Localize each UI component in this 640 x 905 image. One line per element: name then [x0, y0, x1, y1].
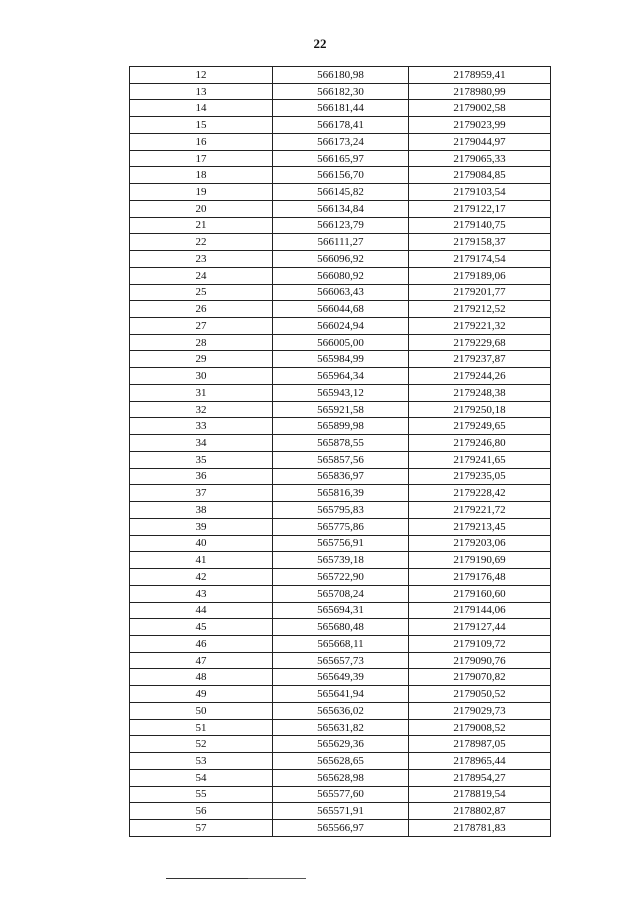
point-number-cell: 13 [130, 83, 273, 100]
y-coordinate-cell: 2178954,27 [409, 769, 551, 786]
x-coordinate-cell: 565816,39 [273, 485, 409, 502]
table-row [130, 468, 551, 485]
y-coordinate-cell: 2178987,05 [409, 736, 551, 753]
point-number-cell: 38 [130, 502, 273, 519]
x-coordinate-cell: 565641,94 [273, 686, 409, 703]
table-row [130, 719, 551, 736]
table-row [130, 485, 551, 502]
x-coordinate-cell: 565984,99 [273, 351, 409, 368]
point-number-cell: 14 [130, 100, 273, 117]
y-coordinate-cell: 2179070,82 [409, 669, 551, 686]
point-number-cell: 48 [130, 669, 273, 686]
y-coordinate-cell: 2178802,87 [409, 803, 551, 820]
table-row [130, 435, 551, 452]
point-number-cell: 41 [130, 552, 273, 569]
page-number: 22 [313, 36, 327, 51]
table-row [130, 200, 551, 217]
x-coordinate-cell: 565566,97 [273, 820, 409, 837]
point-number-cell: 34 [130, 435, 273, 452]
x-coordinate-cell: 565836,97 [273, 468, 409, 485]
y-coordinate-cell: 2178980,99 [409, 83, 551, 100]
x-coordinate-cell: 566180,98 [273, 67, 409, 84]
y-coordinate-cell: 2179250,18 [409, 401, 551, 418]
x-coordinate-cell: 565668,11 [273, 635, 409, 652]
point-number-cell: 50 [130, 702, 273, 719]
x-coordinate-cell: 565657,73 [273, 652, 409, 669]
point-number-cell: 23 [130, 251, 273, 268]
table-row [130, 635, 551, 652]
x-coordinate-cell: 566096,92 [273, 251, 409, 268]
y-coordinate-cell: 2179008,52 [409, 719, 551, 736]
y-coordinate-cell: 2179201,77 [409, 284, 551, 301]
point-number-cell: 18 [130, 167, 273, 184]
table-row [130, 702, 551, 719]
table-row [130, 234, 551, 251]
point-number-cell: 17 [130, 150, 273, 167]
y-coordinate-cell: 2179228,42 [409, 485, 551, 502]
point-number-cell: 12 [130, 67, 273, 84]
table-row [130, 217, 551, 234]
point-number-cell: 25 [130, 284, 273, 301]
x-coordinate-cell: 566182,30 [273, 83, 409, 100]
table-row [130, 167, 551, 184]
point-number-cell: 36 [130, 468, 273, 485]
y-coordinate-cell: 2179229,68 [409, 334, 551, 351]
point-number-cell: 19 [130, 184, 273, 201]
y-coordinate-cell: 2179189,06 [409, 267, 551, 284]
point-number-cell: 29 [130, 351, 273, 368]
x-coordinate-cell: 565964,34 [273, 368, 409, 385]
x-coordinate-cell: 565899,98 [273, 418, 409, 435]
table-row [130, 451, 551, 468]
x-coordinate-cell: 566178,41 [273, 117, 409, 134]
y-coordinate-cell: 2179140,75 [409, 217, 551, 234]
y-coordinate-cell: 2179158,37 [409, 234, 551, 251]
y-coordinate-cell: 2179213,45 [409, 518, 551, 535]
y-coordinate-cell: 2179241,65 [409, 451, 551, 468]
y-coordinate-cell: 2178959,41 [409, 67, 551, 84]
y-coordinate-cell: 2179237,87 [409, 351, 551, 368]
table-row [130, 535, 551, 552]
table-row [130, 67, 551, 84]
x-coordinate-cell: 565628,65 [273, 753, 409, 770]
table-row [130, 133, 551, 150]
x-coordinate-cell: 565571,91 [273, 803, 409, 820]
table-row [130, 669, 551, 686]
point-number-cell: 52 [130, 736, 273, 753]
table-row [130, 518, 551, 535]
point-number-cell: 30 [130, 368, 273, 385]
table-row [130, 401, 551, 418]
point-number-cell: 53 [130, 753, 273, 770]
x-coordinate-cell: 566044,68 [273, 301, 409, 318]
table-row [130, 803, 551, 820]
y-coordinate-cell: 2179050,52 [409, 686, 551, 703]
point-number-cell: 46 [130, 635, 273, 652]
table-row [130, 602, 551, 619]
y-coordinate-cell: 2179002,58 [409, 100, 551, 117]
y-coordinate-cell: 2178819,54 [409, 786, 551, 803]
point-number-cell: 28 [130, 334, 273, 351]
point-number-cell: 32 [130, 401, 273, 418]
table-row [130, 820, 551, 837]
table-row [130, 736, 551, 753]
table-row [130, 334, 551, 351]
x-coordinate-cell: 565680,48 [273, 619, 409, 636]
point-number-cell: 26 [130, 301, 273, 318]
y-coordinate-cell: 2179203,06 [409, 535, 551, 552]
table-row [130, 652, 551, 669]
point-number-cell: 16 [130, 133, 273, 150]
y-coordinate-cell: 2179176,48 [409, 569, 551, 586]
point-number-cell: 55 [130, 786, 273, 803]
x-coordinate-cell: 565629,36 [273, 736, 409, 753]
point-number-cell: 40 [130, 535, 273, 552]
x-coordinate-cell: 566181,44 [273, 100, 409, 117]
x-coordinate-cell: 565775,86 [273, 518, 409, 535]
x-coordinate-cell: 566173,24 [273, 133, 409, 150]
y-coordinate-cell: 2179248,38 [409, 384, 551, 401]
y-coordinate-cell: 2179246,80 [409, 435, 551, 452]
table-row [130, 318, 551, 335]
x-coordinate-cell: 565649,39 [273, 669, 409, 686]
coordinates-table-body [130, 67, 551, 837]
point-number-cell: 21 [130, 217, 273, 234]
y-coordinate-cell: 2179174,54 [409, 251, 551, 268]
point-number-cell: 33 [130, 418, 273, 435]
table-row [130, 569, 551, 586]
y-coordinate-cell: 2179127,44 [409, 619, 551, 636]
x-coordinate-cell: 565739,18 [273, 552, 409, 569]
point-number-cell: 15 [130, 117, 273, 134]
x-coordinate-cell: 566123,79 [273, 217, 409, 234]
table-row [130, 284, 551, 301]
y-coordinate-cell: 2179084,85 [409, 167, 551, 184]
x-coordinate-cell: 566080,92 [273, 267, 409, 284]
x-coordinate-cell: 565722,90 [273, 569, 409, 586]
point-number-cell: 22 [130, 234, 273, 251]
point-number-cell: 27 [130, 318, 273, 335]
x-coordinate-cell: 565878,55 [273, 435, 409, 452]
table-row [130, 686, 551, 703]
point-number-cell: 54 [130, 769, 273, 786]
footnote-separator-overlay [248, 878, 306, 879]
table-row [130, 418, 551, 435]
y-coordinate-cell: 2179044,97 [409, 133, 551, 150]
point-number-cell: 35 [130, 451, 273, 468]
table-row [130, 351, 551, 368]
y-coordinate-cell: 2179109,72 [409, 635, 551, 652]
point-number-cell: 57 [130, 820, 273, 837]
table-row [130, 769, 551, 786]
x-coordinate-cell: 565921,58 [273, 401, 409, 418]
table-row [130, 251, 551, 268]
y-coordinate-cell: 2179160,60 [409, 585, 551, 602]
x-coordinate-cell: 565857,56 [273, 451, 409, 468]
y-coordinate-cell: 2178965,44 [409, 753, 551, 770]
y-coordinate-cell: 2179235,05 [409, 468, 551, 485]
point-number-cell: 31 [130, 384, 273, 401]
table-row [130, 552, 551, 569]
table-row [130, 150, 551, 167]
coordinates-table [129, 66, 551, 837]
point-number-cell: 24 [130, 267, 273, 284]
table-row [130, 384, 551, 401]
x-coordinate-cell: 566156,70 [273, 167, 409, 184]
y-coordinate-cell: 2179190,69 [409, 552, 551, 569]
y-coordinate-cell: 2179249,65 [409, 418, 551, 435]
x-coordinate-cell: 565756,91 [273, 535, 409, 552]
table-row [130, 786, 551, 803]
y-coordinate-cell: 2179103,54 [409, 184, 551, 201]
point-number-cell: 20 [130, 200, 273, 217]
point-number-cell: 42 [130, 569, 273, 586]
y-coordinate-cell: 2179065,33 [409, 150, 551, 167]
x-coordinate-cell: 565795,83 [273, 502, 409, 519]
table-row [130, 753, 551, 770]
table-row [130, 83, 551, 100]
y-coordinate-cell: 2179244,26 [409, 368, 551, 385]
table-row [130, 619, 551, 636]
table-row [130, 502, 551, 519]
y-coordinate-cell: 2178781,83 [409, 820, 551, 837]
y-coordinate-cell: 2179029,73 [409, 702, 551, 719]
x-coordinate-cell: 566111,27 [273, 234, 409, 251]
point-number-cell: 37 [130, 485, 273, 502]
x-coordinate-cell: 566005,00 [273, 334, 409, 351]
table-row [130, 368, 551, 385]
y-coordinate-cell: 2179144,06 [409, 602, 551, 619]
point-number-cell: 51 [130, 719, 273, 736]
x-coordinate-cell: 566134,84 [273, 200, 409, 217]
y-coordinate-cell: 2179122,17 [409, 200, 551, 217]
table-row [130, 117, 551, 134]
y-coordinate-cell: 2179221,32 [409, 318, 551, 335]
point-number-cell: 45 [130, 619, 273, 636]
x-coordinate-cell: 565628,98 [273, 769, 409, 786]
table-row [130, 301, 551, 318]
point-number-cell: 47 [130, 652, 273, 669]
point-number-cell: 56 [130, 803, 273, 820]
point-number-cell: 43 [130, 585, 273, 602]
x-coordinate-cell: 565694,31 [273, 602, 409, 619]
x-coordinate-cell: 565631,82 [273, 719, 409, 736]
x-coordinate-cell: 566145,82 [273, 184, 409, 201]
y-coordinate-cell: 2179221,72 [409, 502, 551, 519]
table-row [130, 267, 551, 284]
x-coordinate-cell: 565708,24 [273, 585, 409, 602]
x-coordinate-cell: 566024,94 [273, 318, 409, 335]
y-coordinate-cell: 2179023,99 [409, 117, 551, 134]
point-number-cell: 49 [130, 686, 273, 703]
table-row [130, 184, 551, 201]
x-coordinate-cell: 565577,60 [273, 786, 409, 803]
x-coordinate-cell: 565943,12 [273, 384, 409, 401]
point-number-cell: 44 [130, 602, 273, 619]
y-coordinate-cell: 2179090,76 [409, 652, 551, 669]
point-number-cell: 39 [130, 518, 273, 535]
table-row [130, 100, 551, 117]
y-coordinate-cell: 2179212,52 [409, 301, 551, 318]
table-row [130, 585, 551, 602]
x-coordinate-cell: 566165,97 [273, 150, 409, 167]
x-coordinate-cell: 566063,43 [273, 284, 409, 301]
x-coordinate-cell: 565636,02 [273, 702, 409, 719]
